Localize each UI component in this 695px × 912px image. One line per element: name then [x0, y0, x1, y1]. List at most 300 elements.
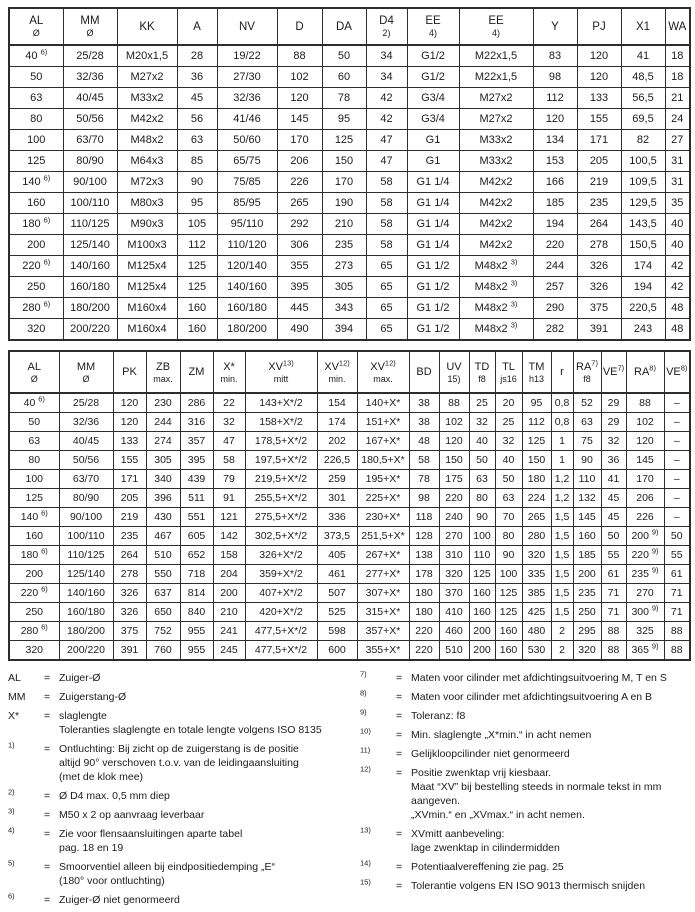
column-header: WA [665, 8, 690, 45]
cell: 480 [522, 622, 551, 641]
cell: 2 [551, 622, 573, 641]
cell: – [664, 489, 690, 508]
cell: 42 [366, 109, 407, 130]
cell: 100 [495, 565, 522, 584]
column-header: D4 2) [366, 8, 407, 45]
cell: 278 [577, 235, 621, 256]
cell: 445 [277, 298, 322, 319]
cell: 210 [322, 214, 366, 235]
cell: 180/200 [217, 319, 277, 341]
cell: 50 [495, 470, 522, 489]
column-header: RA$^{8)}$ [626, 351, 664, 393]
cell: 40 [469, 432, 495, 451]
cell: 467 [146, 527, 180, 546]
footnote-text: Maten voor cilinder met afdichtingsuitvoering M, T en S [411, 672, 667, 684]
footnote-item [360, 709, 689, 723]
cell: 63/70 [63, 130, 117, 151]
cell: 507 [317, 584, 357, 603]
cell: 34 [366, 67, 407, 88]
footnote-equals: = [44, 743, 51, 755]
cell: 340 [146, 470, 180, 489]
cell: 40 [495, 451, 522, 470]
cell: 100/110 [59, 527, 113, 546]
cell: 205 [577, 151, 621, 172]
cell: 120/140 [217, 256, 277, 277]
column-header: BD [409, 351, 439, 393]
cell: 125/140 [59, 565, 113, 584]
cell: 50 [9, 413, 59, 432]
cell: 79 [213, 470, 245, 489]
cell: 80/90 [59, 489, 113, 508]
cell: 235 $^{9)}$ [626, 565, 664, 584]
cell: M33x2 [117, 88, 177, 109]
cell: 394 [322, 319, 366, 341]
footnote-term: 8) [360, 688, 367, 698]
cell: 395 [180, 451, 213, 470]
cell: 100 [9, 130, 63, 151]
column-header: KK [117, 8, 177, 45]
column-header: D [277, 8, 322, 45]
cell: 121 [213, 508, 245, 527]
cell: M48x2 $^{3)}$ [459, 256, 533, 277]
cell: 305 [322, 277, 366, 298]
cell: 180/200 [59, 622, 113, 641]
cell: 125 [522, 432, 551, 451]
cell: 250 [9, 603, 59, 622]
cell: 58 [366, 235, 407, 256]
footnote-item [8, 709, 360, 737]
footnote-text: Smoorventiel alleen bij eindpositiedemping „E“ (180° voor ontluchting) [59, 861, 275, 887]
cell: 145 [277, 109, 322, 130]
cell: 18 [665, 45, 690, 67]
cell: 134 [533, 130, 577, 151]
footnote-term: 9) [360, 707, 367, 717]
cell: 90/100 [63, 172, 117, 193]
cell: 598 [317, 622, 357, 641]
cell: 100 [9, 470, 59, 489]
cell: 320 [9, 641, 59, 661]
cell: 88 [601, 641, 626, 661]
cell: 125 [495, 603, 522, 622]
cell: 760 [146, 641, 180, 661]
footnote-equals: = [44, 894, 51, 906]
cell: 265 [522, 508, 551, 527]
cell: 200 [9, 565, 59, 584]
cell: 58 [409, 451, 439, 470]
cell: 102 [626, 413, 664, 432]
cell: 320 [522, 546, 551, 565]
cell: 270 [626, 584, 664, 603]
cell: 2 [551, 641, 573, 661]
cell: 175 [439, 470, 469, 489]
footnote-item [360, 747, 689, 761]
cell: 220,5 [621, 298, 665, 319]
cell: 120 [577, 45, 621, 67]
cell: 48 [409, 432, 439, 451]
table-row [9, 214, 690, 235]
cell: 42 [665, 256, 690, 277]
footnote-text: Tolerantie volgens EN ISO 9013 thermisch snijden [411, 880, 646, 892]
column-header: XV$^{12)}$ min. [317, 351, 357, 393]
cell: 200/220 [59, 641, 113, 661]
cell: 365 $^{9)}$ [626, 641, 664, 661]
footnote-equals: = [44, 710, 51, 722]
cell: 167+X* [357, 432, 409, 451]
cell: 550 [146, 565, 180, 584]
cell: 55 [601, 546, 626, 565]
cell: 158+X*/2 [245, 413, 317, 432]
footnote-text: Ontluchting: Bij zicht op de zuigerstang is de positie altijd 90° verschoven t.o.v. van de leidingaansluiting (met de klok mee) [59, 743, 299, 783]
cell: 160 [469, 603, 495, 622]
cell: 98 [409, 489, 439, 508]
cell: 0,8 [551, 393, 573, 413]
table-row [9, 67, 690, 88]
cell: 80 [9, 451, 59, 470]
cell: 143+X*/2 [245, 393, 317, 413]
cell: 133 [113, 432, 146, 451]
cell: 240 [439, 508, 469, 527]
cell: 85 [177, 151, 217, 172]
cell: 42 [366, 88, 407, 109]
column-header: TL js16 [495, 351, 522, 393]
cell: 125 [469, 565, 495, 584]
cell: 120 [277, 88, 322, 109]
cell: 355 [277, 256, 322, 277]
cell: 100,5 [621, 151, 665, 172]
cell: 1,5 [551, 508, 573, 527]
dimensions-table-1 [8, 7, 689, 341]
footnote-equals: = [44, 809, 51, 821]
footnote-term: 4) [8, 825, 15, 835]
cell: 375 [577, 298, 621, 319]
cell: M33x2 [459, 151, 533, 172]
table-row [9, 193, 690, 214]
footnote-text: Zuiger-Ø [59, 672, 101, 684]
cell: 718 [180, 565, 213, 584]
column-header: RA$^{7)}$ f8 [573, 351, 601, 393]
table-row [9, 622, 690, 641]
cell: 205 [113, 489, 146, 508]
cell: 25 [495, 413, 522, 432]
cell: 357+X* [357, 622, 409, 641]
cell: 145 [626, 451, 664, 470]
footnote-item [8, 808, 360, 822]
footnote-item [360, 671, 689, 685]
footnote-term: 3) [8, 806, 15, 816]
footnote-item [360, 827, 689, 855]
cell: 25/28 [63, 45, 117, 67]
cell: 158 [213, 546, 245, 565]
cell: 235 [113, 527, 146, 546]
cell: 63 [9, 88, 63, 109]
cell: 90 [573, 451, 601, 470]
footnote-text: Min. slaglengte „X*min.“ in acht nemen [411, 729, 592, 741]
cell: M42x2 [459, 214, 533, 235]
cell: 120 [533, 109, 577, 130]
cell: 155 [113, 451, 146, 470]
footnote-text: Zuigerstang-Ø [59, 691, 127, 703]
cell: 140/160 [217, 277, 277, 298]
cell: 140 $^{6)}$ [9, 508, 59, 527]
cell: 32 [469, 413, 495, 432]
cell: M160x4 [117, 319, 177, 341]
cell: 63 [9, 432, 59, 451]
cell: 840 [180, 603, 213, 622]
cell: 420+X*/2 [245, 603, 317, 622]
cell: 174 [621, 256, 665, 277]
footnote-equals: = [396, 828, 403, 840]
footnote-equals: = [396, 691, 403, 703]
footnote-item [8, 742, 360, 784]
footnote-term: 13) [360, 825, 371, 835]
cell: 1 [551, 432, 573, 451]
cell: 530 [522, 641, 551, 661]
cell: 80 [495, 527, 522, 546]
table1-grid [8, 7, 691, 341]
column-header: VE$^{8)}$ [664, 351, 690, 393]
footnote-equals: = [396, 748, 403, 760]
cell: 274 [146, 432, 180, 451]
footnote-item [360, 766, 689, 822]
cell: 58 [366, 193, 407, 214]
cell: 58 [213, 451, 245, 470]
cell: 150 [522, 451, 551, 470]
footnote-term: 1) [8, 740, 15, 750]
table-row [9, 603, 690, 622]
table-row [9, 256, 690, 277]
cell: M33x2 [459, 130, 533, 151]
cell: 58 [366, 214, 407, 235]
cell: 125 [495, 584, 522, 603]
cell: 132 [573, 489, 601, 508]
footnote-equals: = [44, 790, 51, 802]
footnotes-right-column [360, 671, 689, 912]
cell: G1 1/2 [407, 298, 459, 319]
cell: 65 [366, 277, 407, 298]
cell: 110/120 [217, 235, 277, 256]
table-row [9, 584, 690, 603]
cell: 273 [322, 256, 366, 277]
header-row [9, 8, 690, 45]
cell: 78 [409, 470, 439, 489]
cell: 129,5 [621, 193, 665, 214]
cell: 255,5+X*/2 [245, 489, 317, 508]
table2-grid [8, 350, 691, 661]
footnote-term: 7) [360, 669, 367, 679]
cell: 40 $^{6)}$ [9, 45, 63, 67]
cell: 605 [180, 527, 213, 546]
table-row [9, 565, 690, 584]
cell: M90x3 [117, 214, 177, 235]
footnote-text: slaglengte Toleranties slaglengte en totale lengte volgens ISO 8135 [59, 710, 322, 736]
cell: 407+X*/2 [245, 584, 317, 603]
cell: 91 [213, 489, 245, 508]
cell: 118 [409, 508, 439, 527]
cell: 190 [322, 193, 366, 214]
footnote-text: Toleranz: f8 [411, 710, 466, 722]
footnote-text: Zuiger-Ø niet genormeerd [59, 894, 180, 906]
cell: 170 [626, 470, 664, 489]
cell: 110 [469, 546, 495, 565]
cell: 50 [601, 527, 626, 546]
cell: 71 [601, 584, 626, 603]
cell: 56 [177, 109, 217, 130]
cell: 1,5 [551, 584, 573, 603]
cell: 71 [664, 603, 690, 622]
cell: 52 [573, 393, 601, 413]
cell: 326 [577, 277, 621, 298]
cell: 277+X* [357, 565, 409, 584]
cell: 286 [180, 393, 213, 413]
cell: 160 [573, 527, 601, 546]
cell: 150 [439, 451, 469, 470]
cell: 90 [469, 508, 495, 527]
cell: 28 [177, 45, 217, 67]
cell: 25/28 [59, 393, 113, 413]
cell: 251,5+X* [357, 527, 409, 546]
cell: M42x2 [459, 172, 533, 193]
cell: G1 1/4 [407, 214, 459, 235]
footnote-term: MM [8, 691, 26, 703]
cell: 385 [522, 584, 551, 603]
cell: 47 [366, 151, 407, 172]
cell: 145 [573, 508, 601, 527]
cell: 955 [180, 641, 213, 661]
cell: 241 [213, 622, 245, 641]
table-row [9, 235, 690, 256]
cell: 22 [213, 393, 245, 413]
cell: 430 [146, 508, 180, 527]
cell: 245 [213, 641, 245, 661]
footnote-text: M50 x 2 op aanvraag leverbaar [59, 809, 205, 821]
footnote-text: Positie zwenktap vrij kiesbaar. Maat “XV” bij bestelling steeds in normale tekst in mm aangeven. „XVmin.“ en „XVmax.“ in acht nemen. [411, 767, 662, 821]
cell: 355+X* [357, 641, 409, 661]
cell: M80x3 [117, 193, 177, 214]
cell: 525 [317, 603, 357, 622]
cell: 195+X* [357, 470, 409, 489]
cell: G1 1/4 [407, 172, 459, 193]
cell: 326 [113, 584, 146, 603]
cell: 32 [213, 413, 245, 432]
cell: 180 [522, 470, 551, 489]
cell: M48x2 $^{3)}$ [459, 277, 533, 298]
cell: 88 [626, 393, 664, 413]
cell: 88 [601, 622, 626, 641]
column-header: Y [533, 8, 577, 45]
column-header: PK [113, 351, 146, 393]
footnote-equals: = [44, 691, 51, 703]
cell: 90/100 [59, 508, 113, 527]
cell: 19/22 [217, 45, 277, 67]
cell: 220 $^{9)}$ [626, 546, 664, 565]
cell: 265 [277, 193, 322, 214]
cell: 40 [665, 214, 690, 235]
cell: 41/46 [217, 109, 277, 130]
cell: 120 [626, 432, 664, 451]
cell: 75/85 [217, 172, 277, 193]
cell: 461 [317, 565, 357, 584]
cell: 160 [9, 527, 59, 546]
footnote-term: 5) [8, 858, 15, 868]
cell: 138 [409, 546, 439, 565]
cell: 63 [177, 130, 217, 151]
cell: 95/110 [217, 214, 277, 235]
footnote-text: Zie voor flensaansluitingen aparte tabel pag. 18 en 19 [59, 828, 243, 854]
cell: 63 [495, 489, 522, 508]
cell: 40 [665, 235, 690, 256]
cell: 18 [665, 67, 690, 88]
table-row [9, 277, 690, 298]
cell: – [664, 432, 690, 451]
footnote-equals: = [396, 710, 403, 722]
cell: 200 [469, 622, 495, 641]
column-header: DA [322, 8, 366, 45]
cell: 1 [551, 451, 573, 470]
cell: 280 $^{6)}$ [9, 298, 63, 319]
cell: 41 [621, 45, 665, 67]
cell: 194 [621, 277, 665, 298]
table-row [9, 451, 690, 470]
cell: 45 [601, 489, 626, 508]
cell: 34 [366, 45, 407, 67]
cell: 405 [317, 546, 357, 565]
cell: 90 [495, 546, 522, 565]
cell: 70 [495, 508, 522, 527]
cell: 128 [409, 527, 439, 546]
cell: 257 [533, 277, 577, 298]
cell: 300 $^{9)}$ [626, 603, 664, 622]
header-row [9, 351, 690, 393]
cell: 210 [213, 603, 245, 622]
cell: 250 [573, 603, 601, 622]
cell: 1,5 [551, 603, 573, 622]
cell: 110/125 [63, 214, 117, 235]
cell: 47 [213, 432, 245, 451]
column-header: EE 4) [407, 8, 459, 45]
cell: 80 [469, 489, 495, 508]
cell: 88 [277, 45, 322, 67]
cell: 58 [366, 172, 407, 193]
cell: 510 [439, 641, 469, 661]
cell: 396 [146, 489, 180, 508]
cell: 60 [322, 67, 366, 88]
cell: 32/36 [63, 67, 117, 88]
cell: 395 [277, 277, 322, 298]
table-row [9, 641, 690, 661]
cell: M48x2 $^{3)}$ [459, 319, 533, 341]
footnote-item [8, 690, 360, 704]
cell: 125 [177, 256, 217, 277]
footnote-term: 10) [360, 726, 371, 736]
footnote-item [8, 860, 360, 888]
cell: G1 [407, 151, 459, 172]
cell: 185 [573, 546, 601, 565]
footnote-item [360, 860, 689, 874]
cell: 278 [113, 565, 146, 584]
column-header: TD f8 [469, 351, 495, 393]
cell: 27 [665, 130, 690, 151]
cell: 90 [177, 172, 217, 193]
cell: 320 [573, 641, 601, 661]
cell: 140/160 [63, 256, 117, 277]
cell: 326+X*/2 [245, 546, 317, 565]
cell: M48x2 $^{3)}$ [459, 298, 533, 319]
cell: 375 [113, 622, 146, 641]
footnote-item [8, 671, 360, 685]
cell: 1,5 [551, 546, 573, 565]
cell: 120 [439, 432, 469, 451]
footnote-text: Ø D4 max. 0,5 mm diep [59, 790, 170, 802]
